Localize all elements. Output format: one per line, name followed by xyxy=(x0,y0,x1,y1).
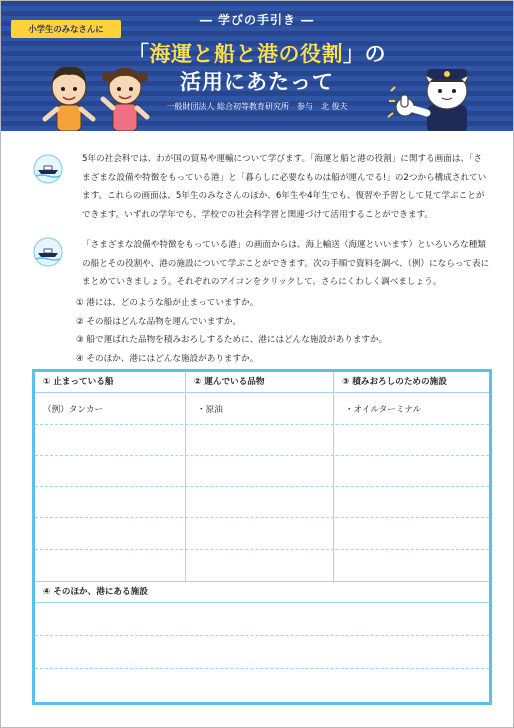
boy-figure xyxy=(45,67,93,131)
row-divider xyxy=(35,424,489,425)
example-cell-cargo: ・原油 xyxy=(197,405,223,415)
header-banner xyxy=(1,1,513,131)
question-item: ④ そのほか、港にはどんな施設がありますか。 xyxy=(76,353,259,364)
example-cell-ship: （例）タンカー xyxy=(43,405,104,415)
title-close-bracket: 」の xyxy=(343,42,386,66)
other-facilities-header xyxy=(35,581,489,603)
other-facilities-label: ④ そのほか、港にある施設 xyxy=(43,587,148,597)
ship-icon xyxy=(33,154,63,184)
row-divider xyxy=(35,668,489,669)
intro-paragraph-1 xyxy=(82,150,490,224)
column-header-ships: ① 止まっている船 xyxy=(35,372,186,393)
column-header-facilities: ③ 積みおろしのための施設 xyxy=(334,372,489,393)
captain-cat-illustration xyxy=(385,61,485,131)
intro-text-2: 「さまざまな設備や特徴をもっている港」の画面からは、海上輸送（海運といいます）といろいろな種類の船とその役割や、港の施設について学ぶことができます。次の手順で資料を調べ、（例）にならって表にまとめていきましょう。それぞれのアイコンをクリックして、さらにくわしく調べましょう。 xyxy=(82,240,490,287)
ship-icon xyxy=(33,237,63,267)
question-item: ① 港には、どのような船が止まっていますか。 xyxy=(76,298,259,308)
intro-paragraph-2 xyxy=(82,236,490,292)
author-credit: 一般財団法人 総合初等教育研究所 参与 北 俊夫 xyxy=(166,102,348,111)
title-highlight: 海運と船と港の役割 xyxy=(149,42,343,66)
subtitle: ― 学びの手引き ― xyxy=(199,13,315,27)
title-line-2: 活用にあたって xyxy=(180,70,334,94)
row-divider xyxy=(35,635,489,636)
girl-figure xyxy=(102,68,148,131)
row-divider xyxy=(35,549,489,550)
kids-illustration xyxy=(39,59,159,131)
title-open-bracket: 「 xyxy=(128,42,150,66)
column-header-cargo: ② 運んでいる品物 xyxy=(186,372,334,393)
row-divider xyxy=(35,455,489,456)
question-list xyxy=(76,294,496,368)
example-cell-facility: ・オイルターミナル xyxy=(345,405,422,415)
row-divider xyxy=(35,517,489,518)
worksheet-table xyxy=(32,369,492,705)
audience-badge: 小学生のみなさんに xyxy=(11,20,121,38)
row-divider xyxy=(35,486,489,487)
question-item: ③ 船で運ばれた品物を積みおろしするために、港にはどんな施設がありますか。 xyxy=(76,335,388,345)
question-item: ② その船はどんな品物を運んでいますか。 xyxy=(76,316,242,327)
intro-text-1: 5年の社会科では、わが国の貿易や運輸について学びます。「海運と船と港の役割」に関する画面は、「さまざまな設備や特徴をもっている港」と「暮らしに必要なものは船が運んでる!」の2つから構成されています。これらの画面は、5年生のみなさんのほか、6年生や4年生でも、復習や予習として見て学ぶことができます。いずれの学年でも、学校での社会科学習と関連づけて活用することができます。 xyxy=(82,154,487,220)
